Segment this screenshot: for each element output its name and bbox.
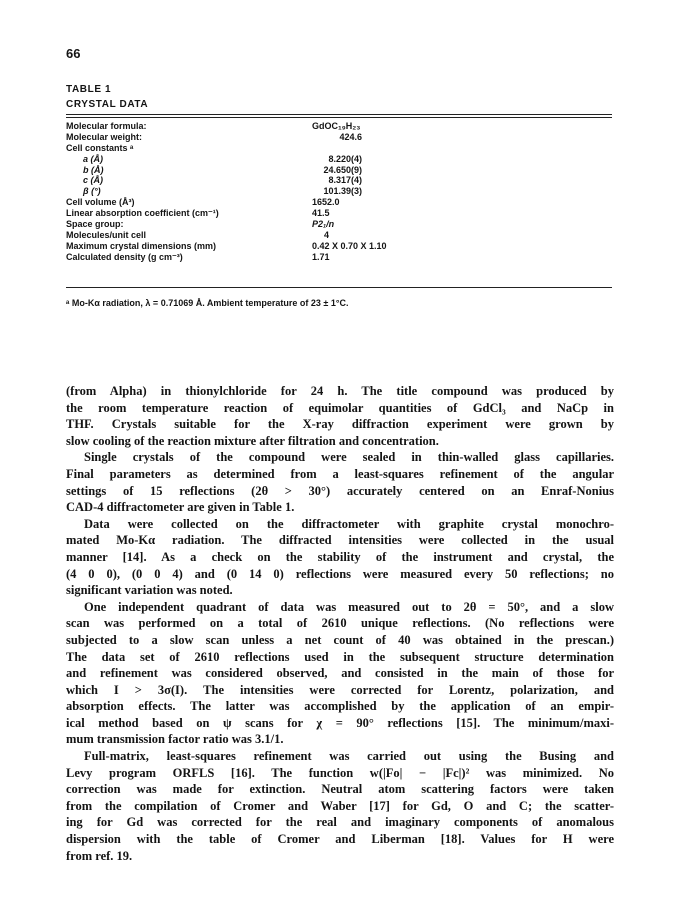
row-label: Cell constants ᵃ bbox=[66, 142, 134, 153]
table-row bbox=[66, 154, 612, 165]
text-line: slow cooling of the reaction mixture after filtration and concentration. bbox=[66, 433, 439, 448]
table-row bbox=[66, 121, 612, 132]
text-line: correction was made for extinction. Neutral atom scattering factors were taken bbox=[66, 782, 614, 797]
table-row bbox=[66, 241, 612, 252]
table-title: CRYSTAL DATA bbox=[66, 99, 149, 110]
row-value: P2₁/n bbox=[312, 219, 335, 230]
row-value: 101.39(3) bbox=[323, 186, 362, 197]
row-value: 41.5 bbox=[312, 208, 330, 219]
row-value: 1652.0 bbox=[312, 197, 340, 208]
table-row bbox=[66, 208, 612, 219]
text-line: Levy program ORFLS [16]. The function w(|Fo| − |Fc|)² was minimized. No bbox=[66, 765, 614, 780]
table-row bbox=[66, 230, 612, 241]
text-line: mated Mo-Kα radiation. The diffracted intensities were collected in the usual bbox=[66, 533, 614, 548]
text-line: absorption effects. The latter was accomplished by the application of an empir- bbox=[66, 699, 614, 714]
row-value: 24.650(9) bbox=[323, 164, 362, 175]
row-value: 8.220(4) bbox=[328, 153, 362, 164]
text-line: mum transmission factor ratio was 3.1/1. bbox=[66, 732, 284, 747]
text-line: (from Alpha) in thionylchloride for 24 h. The title compound was produced by bbox=[66, 384, 614, 398]
row-label: b (Å) bbox=[83, 164, 104, 175]
text-line: settings of 15 reflections (2θ > 30°) accurately centered on an Enraf-Nonius bbox=[66, 483, 614, 498]
table-row bbox=[66, 165, 612, 176]
table-header-rule bbox=[66, 117, 612, 118]
text-line: The data set of 2610 reflections used in the subsequent structure determination bbox=[66, 649, 614, 664]
text-line: and refinement was considered observed, and consisted in the main of those for bbox=[66, 666, 614, 681]
row-label: Linear absorption coefficient (cm⁻¹) bbox=[66, 208, 219, 219]
row-value: 8.317(4) bbox=[328, 175, 362, 186]
text-line: dispersion with the table of Cromer and Liberman [18]. Values for H were bbox=[66, 832, 614, 847]
body-text bbox=[66, 383, 614, 864]
row-label: a (Å) bbox=[83, 153, 103, 164]
table-label: TABLE 1 bbox=[66, 84, 112, 95]
text-line: subjected to a slow scan unless a net count of 40 was obtained in the prescan.) bbox=[66, 632, 614, 647]
text-line: ing for Gd was corrected for the real and imaginary components of anomalous bbox=[66, 815, 614, 830]
row-value: 0.42 X 0.70 X 1.10 bbox=[312, 240, 387, 251]
table-bottom-rule bbox=[66, 287, 612, 288]
text-line: Full-matrix, least-squares refinement was carried out using the Busing and bbox=[84, 749, 614, 764]
page-number: 66 bbox=[66, 46, 81, 61]
text-line: significant variation was noted. bbox=[66, 583, 233, 598]
text-line: Data were collected on the diffractometer with graphite crystal monochro- bbox=[84, 516, 614, 531]
table-row bbox=[66, 143, 612, 154]
table-row bbox=[66, 186, 612, 197]
table-row bbox=[66, 132, 612, 143]
text-line: One independent quadrant of data was measured out to 2θ = 50°, and a slow bbox=[84, 599, 614, 614]
table-row bbox=[66, 197, 612, 208]
row-value: GdOC₁₉H₂₃ bbox=[312, 121, 361, 131]
table-row bbox=[66, 175, 612, 186]
table-top-rule bbox=[66, 114, 612, 115]
row-value: 1.71 bbox=[312, 251, 330, 262]
text-line: manner [14]. As a check on the stability of the instrument and crystal, the bbox=[66, 549, 614, 564]
row-label: Molecular weight: bbox=[66, 131, 143, 142]
row-value: 4 bbox=[324, 229, 330, 240]
row-label: Molecular formula: bbox=[66, 121, 147, 131]
table-row bbox=[66, 252, 612, 263]
text-line: (4 0 0), (0 0 4) and (0 14 0) reflections were measured every 50 reflections; no bbox=[66, 566, 614, 581]
row-label: Maximum crystal dimensions (mm) bbox=[66, 240, 217, 251]
table-footnote: ᵃ Mo-Kα radiation, λ = 0.71069 Å. Ambient temperature of 23 ± 1°C. bbox=[66, 298, 349, 308]
row-label: Cell volume (Å³) bbox=[66, 197, 135, 208]
text-line: Single crystals of the compound were sealed in thin-walled glass capillaries. bbox=[84, 450, 614, 465]
table-row bbox=[66, 219, 612, 230]
text-line: from the compilation of Cromer and Waber [17] for Gd, O and C; the scatter- bbox=[66, 798, 614, 813]
text-line: Final parameters as determined from a least-squares refinement of the angular bbox=[66, 466, 614, 481]
row-value: 424.6 bbox=[339, 131, 362, 142]
row-label: β (°) bbox=[83, 186, 101, 197]
crystal-data-table bbox=[66, 121, 612, 263]
text-line: THF. Crystals suitable for the X-ray diffraction experiment were grown by bbox=[66, 417, 614, 432]
text-line: ical method based on ψ scans for χ = 90° reflections [15]. The minimum/maxi- bbox=[66, 715, 614, 730]
row-label: Calculated density (g cm⁻³) bbox=[66, 251, 183, 262]
text-line: the room temperature reaction of equimolar quantities of GdCl₃ and NaCp in bbox=[66, 400, 614, 415]
text-line: scan was performed on a total of 2610 unique reflections. (No reflections were bbox=[66, 616, 614, 631]
row-label: c (Å) bbox=[83, 175, 103, 186]
text-line: CAD-4 diffractometer are given in Table 1. bbox=[66, 500, 295, 515]
row-label: Space group: bbox=[66, 219, 124, 230]
row-label: Molecules/unit cell bbox=[66, 229, 147, 240]
text-line: which I > 3σ(I). The intensities were corrected for Lorentz, polarization, and bbox=[66, 682, 614, 697]
text-line: from ref. 19. bbox=[66, 848, 133, 863]
